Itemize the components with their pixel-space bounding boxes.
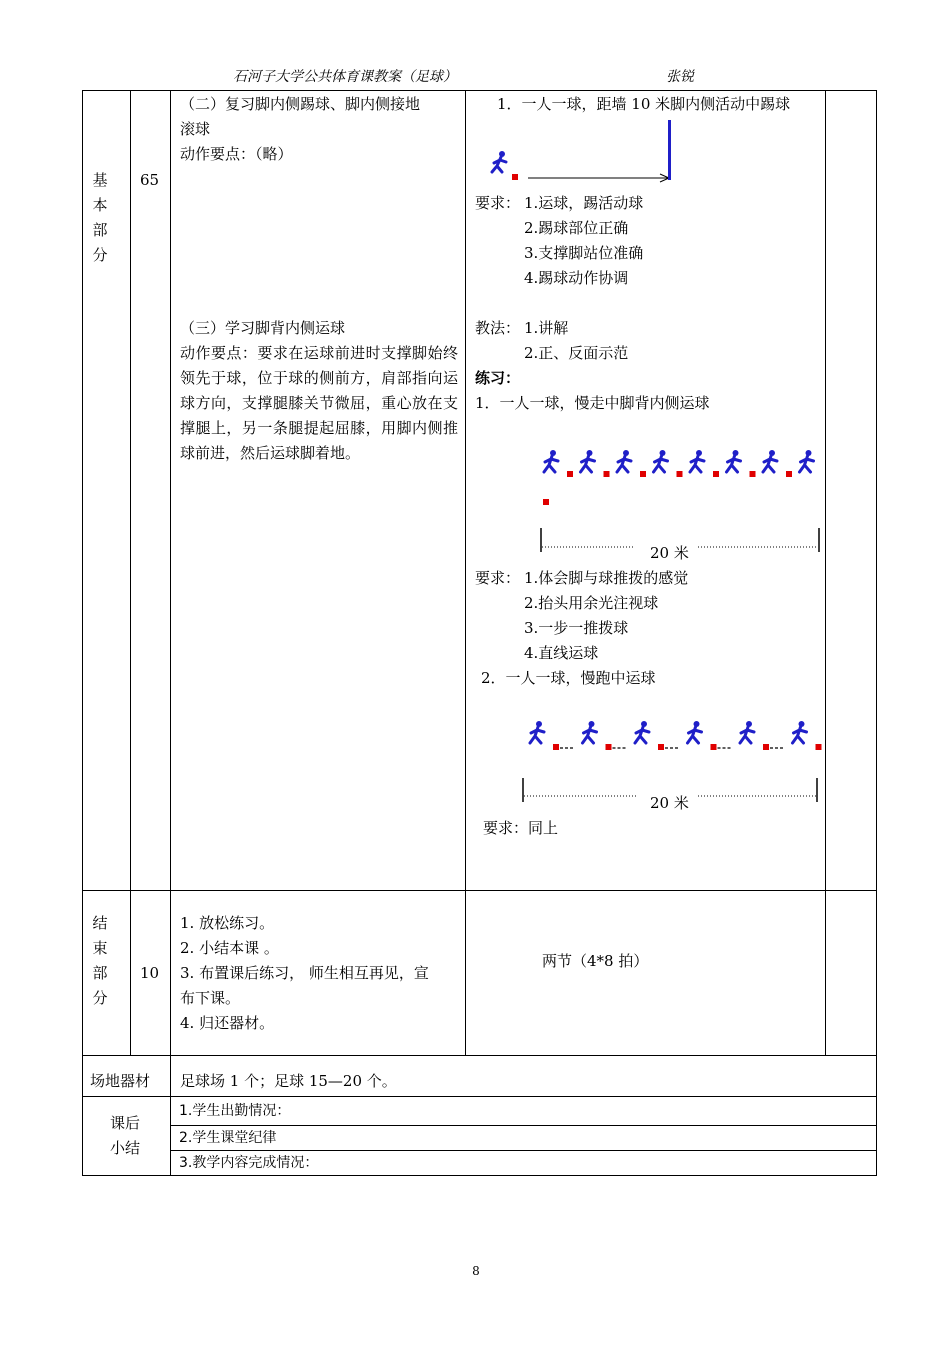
ending-minutes: 10 <box>140 964 160 982</box>
ball-icon <box>640 471 646 477</box>
practice-title: 练习： <box>475 369 521 387</box>
ball-icon <box>816 744 822 750</box>
ball-icon <box>567 471 573 477</box>
player-figure-icon <box>617 450 631 472</box>
ending-item: 3. 布置课后练习， 师生相互再见，宣 <box>180 964 429 982</box>
author-name: 张锐 <box>666 69 694 85</box>
summary-item-attendance: 1.学生出勤情况： <box>179 1103 291 1119</box>
req2-item: 2.抬头用余光注视球 <box>524 594 659 612</box>
ending-item: 4. 归还器材。 <box>180 1014 275 1032</box>
req2-title: 要求： <box>475 569 521 587</box>
req1-item: 1.运球，踢活动球 <box>524 194 644 212</box>
player-figure-icon <box>583 721 597 743</box>
ball-icon <box>543 499 549 505</box>
jog-dribble-diagram <box>522 718 822 758</box>
ending-item: 布下课。 <box>180 989 241 1007</box>
learn-title: （三）学习脚背内侧运球 <box>180 319 346 337</box>
wall-line <box>668 120 671 180</box>
player-figure-icon <box>492 151 506 172</box>
drill-1-title: 1．一人一球，距墙 10 米脚内侧活动中踢球 <box>497 95 791 113</box>
req1-item: 2.踢球部位正确 <box>524 219 629 237</box>
learn-key-points: 动作要点：要求在运球前进时支撑脚始终领先于球，位于球的侧前方，肩部指向运球方向，支撑腿膝关节微屈，重心放在支撑腿上，另一条腿提起屈膝，用脚内侧推球前进，然后运球脚着地。 <box>180 344 458 462</box>
player-figure-icon <box>763 450 777 472</box>
req2-item: 1.体会脚与球推拨的感觉 <box>524 569 689 587</box>
distance-label-2: 20 米 <box>650 794 689 812</box>
req2-item: 4.直线运球 <box>524 644 599 662</box>
req1-item: 4.踢球动作协调 <box>524 269 629 287</box>
review-title-line2: 滚球 <box>180 120 211 138</box>
teach-item: 2.正、反面示范 <box>524 344 629 362</box>
ball-icon <box>750 471 756 477</box>
equipment-label: 场地器材 <box>90 1072 151 1090</box>
player-figure-icon <box>727 450 741 472</box>
ball-icon <box>606 744 612 750</box>
review-title-line1: （二）复习脚内侧踢球、脚内侧接地 <box>180 95 421 113</box>
walk-dribble-diagram <box>538 448 838 508</box>
basic-section-label: 基 本 部 分 <box>92 171 108 264</box>
ball-icon <box>604 471 610 477</box>
req1-title: 要求： <box>475 194 521 212</box>
player-figure-icon <box>690 450 704 472</box>
teach-item: 1.讲解 <box>524 319 569 337</box>
ending-item: 1. 放松练习。 <box>180 914 275 932</box>
teach-title: 教法： <box>475 319 521 337</box>
player-figure-icon <box>530 721 544 743</box>
ending-section-label: 结 束 部 分 <box>92 914 108 1007</box>
player-figure-icon <box>581 450 595 472</box>
player-figure-icon <box>800 450 814 472</box>
basic-minutes: 65 <box>140 171 160 189</box>
wall-kick-diagram <box>480 100 680 200</box>
summary-label-1: 课后 <box>110 1114 141 1132</box>
practice-2-title: 2．一人一球，慢跑中运球 <box>481 669 656 687</box>
practice-1-title: 1．一人一球，慢走中脚背内侧运球 <box>475 394 710 412</box>
summary-label-2: 小结 <box>110 1139 141 1157</box>
ball-icon <box>553 744 559 750</box>
ball-icon <box>763 744 769 750</box>
req1-item: 3.支撑脚站位准确 <box>524 244 644 262</box>
player-figure-icon <box>793 721 807 743</box>
page-number: 8 <box>472 1264 480 1278</box>
req2-item: 3.一步一推拨球 <box>524 619 629 637</box>
ball-icon <box>786 471 792 477</box>
ball-icon <box>512 174 518 180</box>
document-title: 石河子大学公共体育课教案（足球） <box>233 69 457 85</box>
review-key-points: 动作要点：（略） <box>180 145 293 163</box>
ending-item: 2. 小结本课 。 <box>180 939 279 957</box>
summary-item-discipline: 2.学生课堂纪律 <box>179 1130 277 1146</box>
player-figure-icon <box>740 721 754 743</box>
ball-icon <box>711 744 717 750</box>
ball-icon <box>677 471 683 477</box>
player-figure-icon <box>635 721 649 743</box>
distance-label-1: 20 米 <box>650 544 689 562</box>
ball-icon <box>658 744 664 750</box>
ball-icon <box>713 471 719 477</box>
ending-method: 两节（4*8 拍） <box>542 952 649 970</box>
player-figure-icon <box>654 450 668 472</box>
player-figure-icon <box>688 721 702 743</box>
equipment-value: 足球场 1 个；足球 15—20 个。 <box>180 1072 397 1090</box>
player-figure-icon <box>544 450 558 472</box>
summary-item-completion: 3.教学内容完成情况： <box>179 1155 319 1171</box>
req3-text: 要求：同上 <box>483 819 559 837</box>
